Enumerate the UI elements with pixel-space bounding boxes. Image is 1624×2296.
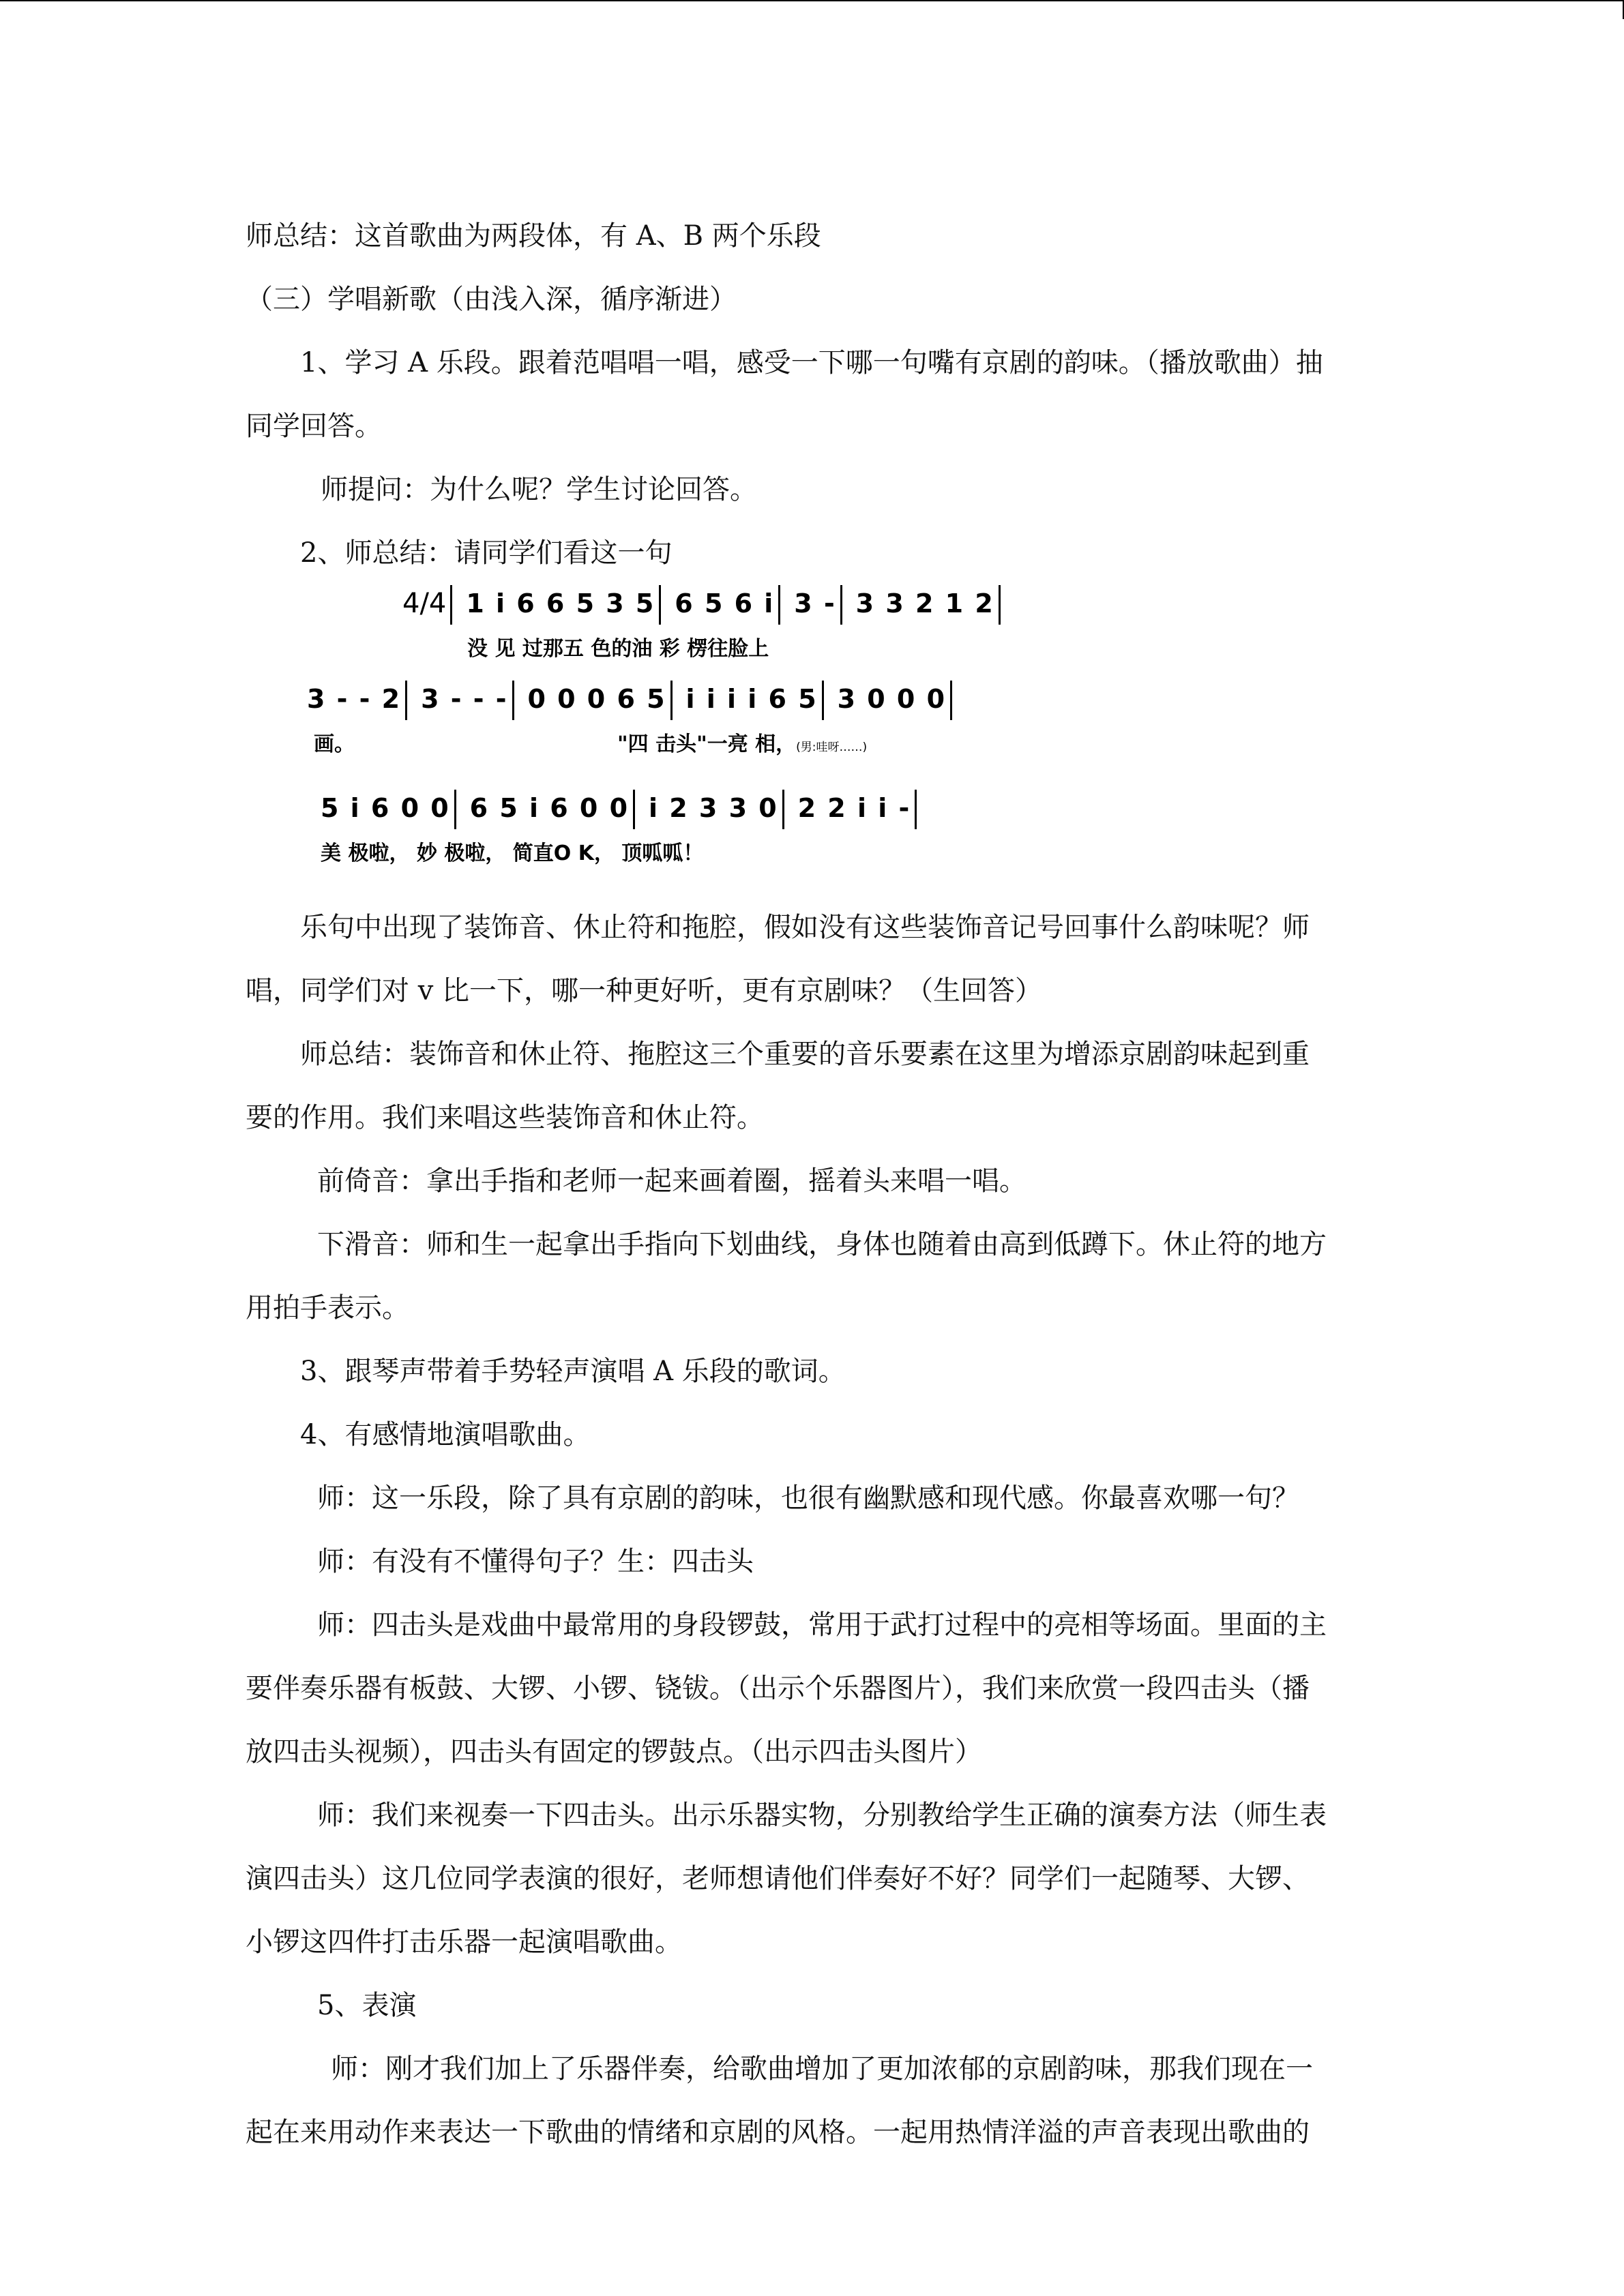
paragraph: 演四击头）这几位同学表演的很好，老师想请他们伴奏好不好？同学们一起随琴、大锣、 xyxy=(246,1863,1310,1894)
score-lyrics-2b xyxy=(617,727,867,757)
page-top-border xyxy=(0,0,1624,1)
paragraph: 3、跟琴声带着手势轻声演唱 A 乐段的歌词。 xyxy=(300,1356,846,1387)
paragraph: 放四击头视频），四击头有固定的锣鼓点。（出示四击头图片） xyxy=(246,1736,982,1768)
paragraph: 5、表演 xyxy=(317,1990,417,2021)
paragraph: 师：我们来视奏一下四击头。出示乐器实物，分别教给学生正确的演奏方法（师生表 xyxy=(317,1800,1327,1831)
score-measure: 5 i 6 0 0 xyxy=(321,793,450,823)
paragraph: 唱，同学们对 v 比一下，哪一种更好听，更有京剧味？（生回答） xyxy=(246,975,1043,1007)
paragraph-summary: 师总结：这首歌曲为两段体，有 A、B 两个乐段 xyxy=(246,220,821,252)
score-measure: i 2 3 3 0 xyxy=(648,793,778,823)
paragraph: 师总结：装饰音和休止符、拖腔这三个重要的音乐要素在这里为增添京剧韵味起到重 xyxy=(300,1039,1310,1070)
paragraph-step1-cont: 同学回答。 xyxy=(246,411,382,442)
jianpu-score xyxy=(246,585,1371,896)
paragraph: 师：四击头是戏曲中最常用的身段锣鼓，常用于武打过程中的亮相等场面。里面的主 xyxy=(317,1609,1327,1641)
score-measure: 6 5 6 i xyxy=(675,588,775,618)
paragraph: 4、有感情地演唱歌曲。 xyxy=(300,1419,591,1450)
paragraph: 小锣这四件打击乐器一起演唱歌曲。 xyxy=(246,1926,682,1958)
paragraph: 用拍手表示。 xyxy=(246,1292,409,1324)
score-measure: 3 0 0 0 xyxy=(837,684,947,714)
score-measure: 3 3 2 1 2 xyxy=(855,588,994,618)
score-lyrics-2a: 画。 xyxy=(314,732,355,756)
paragraph: 要的作用。我们来唱这些装饰音和休止符。 xyxy=(246,1102,764,1133)
paragraph-step2: 2、师总结：请同学们看这一句 xyxy=(300,537,673,569)
score-measure: 3 - xyxy=(794,588,836,618)
paragraph: 要伴奏乐器有板鼓、大锣、小锣、铙钹。（出示个乐器图片），我们来欣赏一段四击头（播 xyxy=(246,1673,1310,1704)
paragraph: 师：刚才我们加上了乐器伴奏，给歌曲增加了更加浓郁的京剧韵味，那我们现在一 xyxy=(331,2053,1313,2085)
paragraph: 下滑音：师和生一起拿出手指向下划曲线，身体也随着由高到低蹲下。休止符的地方 xyxy=(317,1229,1327,1260)
section-heading: （三）学唱新歌（由浅入深，循序渐进） xyxy=(246,284,737,315)
paragraph: 乐句中出现了装饰音、休止符和拖腔，假如没有这些装饰音记号回事什么韵味呢？师 xyxy=(300,912,1310,943)
paragraph: 师：这一乐段，除了具有京剧的韵味，也很有幽默感和现代感。你最喜欢哪一句？ xyxy=(317,1482,1299,1514)
score-measure: 3 - - - xyxy=(421,684,508,714)
time-signature: 4/4 xyxy=(402,588,447,619)
paragraph: 起在来用动作来表达一下歌曲的情绪和京剧的风格。一起用热情洋溢的声音表现出歌曲的 xyxy=(246,2117,1310,2148)
paragraph-step1: 1、学习 A 乐段。跟着范唱唱一唱，感受一下哪一句嘴有京剧的韵味。（播放歌曲）抽 xyxy=(300,347,1323,378)
score-lyrics-2b-text: "四 击头"一亮 相， xyxy=(617,732,797,756)
paragraph: 前倚音：拿出手指和老师一起来画着圈，摇着头来唱一唱。 xyxy=(317,1165,1027,1197)
score-lyrics-3: 美 极啦， 妙 极啦， 简直O K， 顶呱呱！ xyxy=(321,841,704,865)
score-lyrics-1: 没 见 过那五 色的油 彩 楞往脸上 xyxy=(467,637,769,661)
score-line-2 xyxy=(307,681,956,720)
document-body xyxy=(246,205,1371,2164)
score-measure: 1 i 6 6 5 3 5 xyxy=(466,588,655,618)
score-measure: 6 5 i 6 0 0 xyxy=(469,793,630,823)
score-aside: (男:哇呀……) xyxy=(796,741,868,754)
paragraph-question: 师提问：为什么呢？学生讨论回答。 xyxy=(321,474,757,505)
score-line-3 xyxy=(321,790,921,829)
paragraph: 师：有没有不懂得句子？生：四击头 xyxy=(317,1546,754,1577)
score-line-1 xyxy=(402,585,1005,625)
score-measure: i i i i 6 5 xyxy=(685,684,818,714)
score-measure: 0 0 0 6 5 xyxy=(527,684,666,714)
score-measure: 2 2 i i - xyxy=(797,793,911,823)
score-measure: 3 - - 2 xyxy=(307,684,402,714)
